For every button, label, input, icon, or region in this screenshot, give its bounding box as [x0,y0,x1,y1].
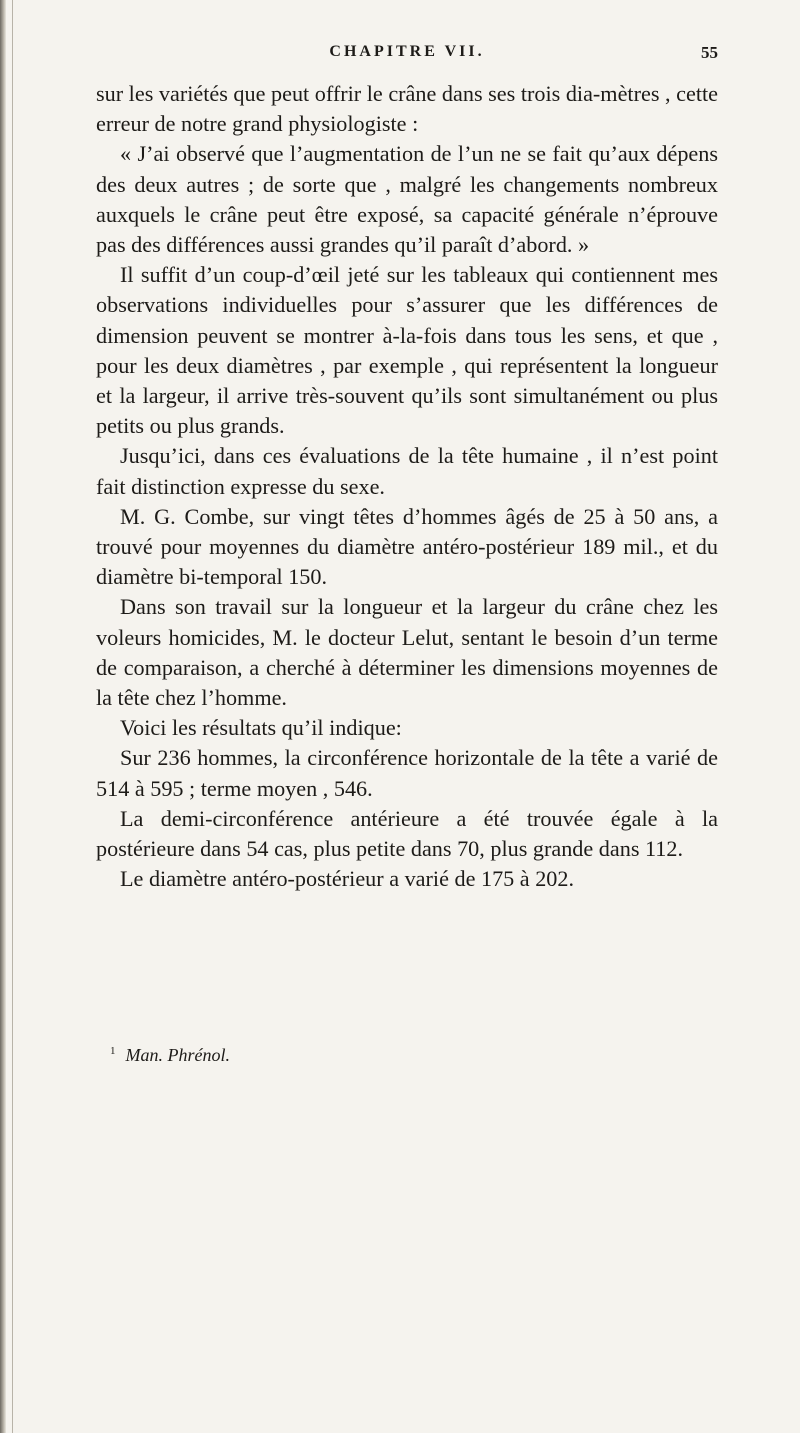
paragraph-quote: « J’ai observé que l’augmentation de l’un ne se fait qu’aux dépens des deux autres ; de sorte que , malgré les changements nombreux auxquels le crâne peut être exposé, sa capacité générale n’éprouve pas des différences aussi grandes qu’il paraît d’abord. » [96,141,718,258]
paragraph: Jusqu’ici, dans ces évaluations de la tête humaine , il n’est point fait distinction expresse du sexe. [96,443,718,499]
page-number: 55 [701,43,718,62]
paragraph: M. G. Combe, sur vingt têtes d’hommes âgés de 25 à 50 ans, a trouvé pour moyennes du diamètre antéro-postérieur 189 mil., et du diamètre bi-temporal 150. [96,503,718,590]
binding-line [12,0,13,1433]
paragraph: La demi-circonférence antérieure a été trouvée égale à la postérieure dans 54 cas, plus petite dans 70, plus grande dans 112. [96,805,718,862]
footnote [110,1045,710,1066]
page-left-edge [0,0,6,1433]
paragraph: Il suffit d’un coup-d’œil jeté sur les tableaux qui contiennent mes observations individuelles pour s’assurer que les différences de dimension peuvent se montrer à-la-fois dans tous les sens, et que , pour les deux diamètres , par exemple , qui représentent la longueur et la largeur, il arrive très-souvent qu’ils sont simultanément ou plus petits ou plus grands. [96,262,718,439]
paragraph: Voici les résultats qu’il indique: [120,715,402,741]
paragraph: Dans son travail sur la longueur et la largeur du crâne chez les voleurs homicides, M. le docteur Lelut, sentant le besoin d’un terme de comparaison, a cherché à déterminer les dimensions moyennes de la tête chez l’homme. [96,594,718,711]
footnote-text: Man. Phrénol. [125,1045,230,1065]
running-title: CHAPITRE VII. [329,43,485,60]
paragraph-continuation: sur les variétés que peut offrir le crâne dans ses trois dia-mètres , cette erreur de notre grand physiologiste : [96,81,718,137]
body-text [96,79,718,894]
page-header [96,43,718,73]
paragraph: Sur 236 hommes, la circonférence horizontale de la tête a varié de 514 à 595 ; terme moyen , 546. [96,745,718,801]
footnote-marker: 1 [110,1045,116,1057]
paragraph: Le diamètre antéro-postérieur a varié de 175 à 202. [120,866,575,892]
